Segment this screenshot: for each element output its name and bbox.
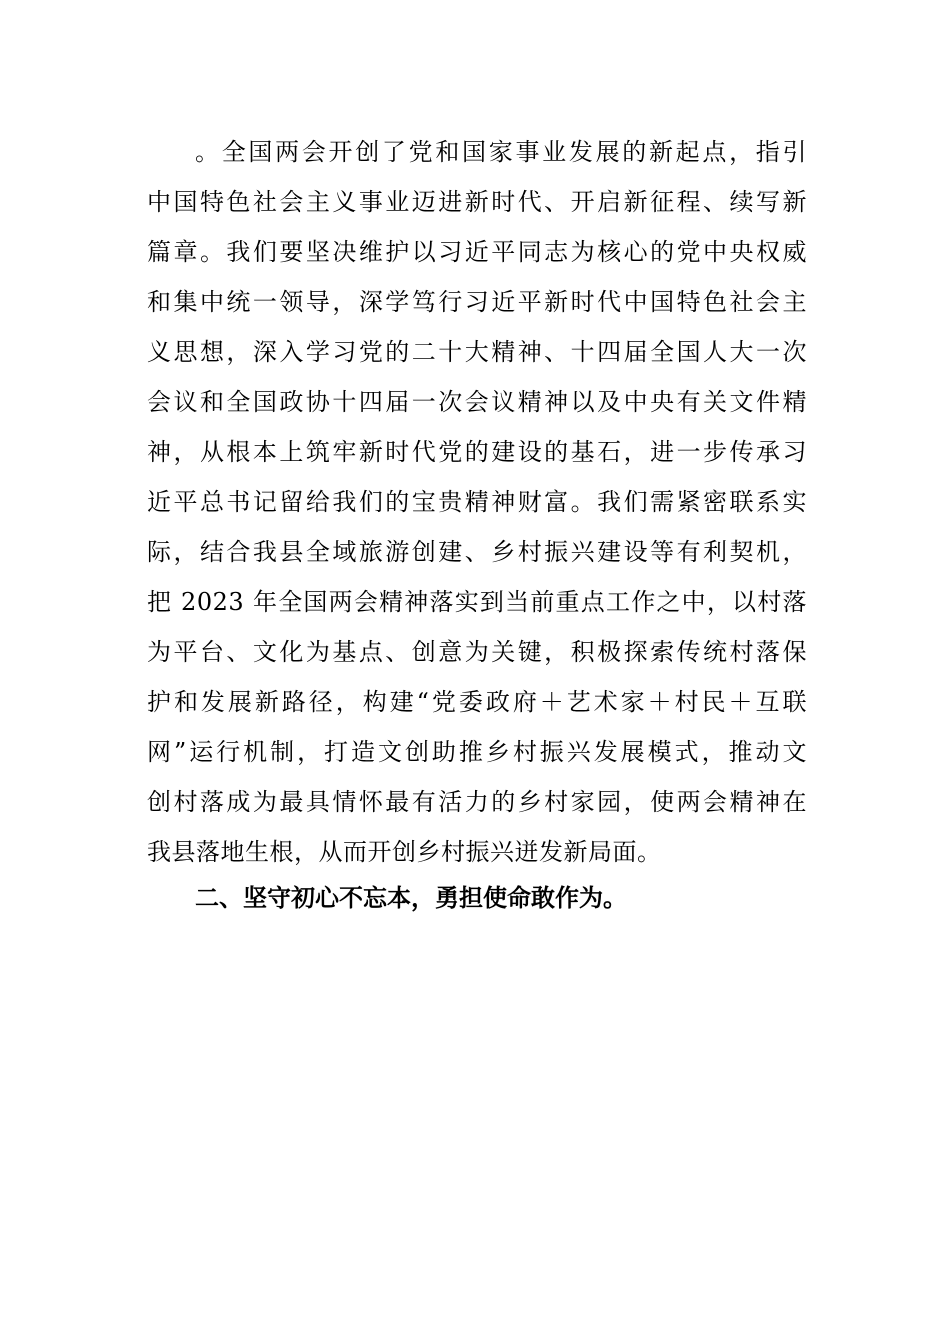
- paragraph-line: 为平台、文化为基点、创意为关键，积极探索传统村落保: [147, 638, 807, 666]
- paragraph-line: 网”运行机制，打造文创助推乡村振兴发展模式，推动文: [147, 738, 807, 766]
- paragraph-line: 际，结合我县全域旅游创建、乡村振兴建设等有利契机，: [147, 538, 807, 566]
- paragraph-line: 义思想，深入学习党的二十大精神、十四届全国人大一次: [147, 338, 807, 366]
- body-paragraph: [147, 127, 807, 877]
- paragraph-line: 和集中统一领导，深学笃行习近平新时代中国特色社会主: [147, 288, 807, 316]
- paragraph-line: 我县落地生根，从而开创乡村振兴迸发新局面。: [147, 838, 662, 866]
- paragraph-line: 。全国两会开创了党和国家事业发展的新起点，指引: [195, 138, 807, 166]
- paragraph-line: 创村落成为最具情怀最有活力的乡村家园，使两会精神在: [147, 788, 807, 816]
- section-heading: 二、坚守初心不忘本，勇担使命敢作为。: [195, 884, 627, 912]
- paragraph-line: 近平总书记留给我们的宝贵精神财富。我们需紧密联系实: [147, 488, 807, 516]
- paragraph-line: 把 2023 年全国两会精神落实到当前重点工作之中，以村落: [147, 588, 807, 616]
- paragraph-line: 护和发展新路径，构建“党委政府＋艺术家＋村民＋互联: [147, 688, 807, 716]
- paragraph-line: 神，从根本上筑牢新时代党的建设的基石，进一步传承习: [147, 438, 807, 466]
- paragraph-line: 中国特色社会主义事业迈进新时代、开启新征程、续写新: [147, 188, 807, 216]
- paragraph-line: 篇章。我们要坚决维护以习近平同志为核心的党中央权威: [147, 238, 807, 266]
- paragraph-line: 会议和全国政协十四届一次会议精神以及中央有关文件精: [147, 388, 807, 416]
